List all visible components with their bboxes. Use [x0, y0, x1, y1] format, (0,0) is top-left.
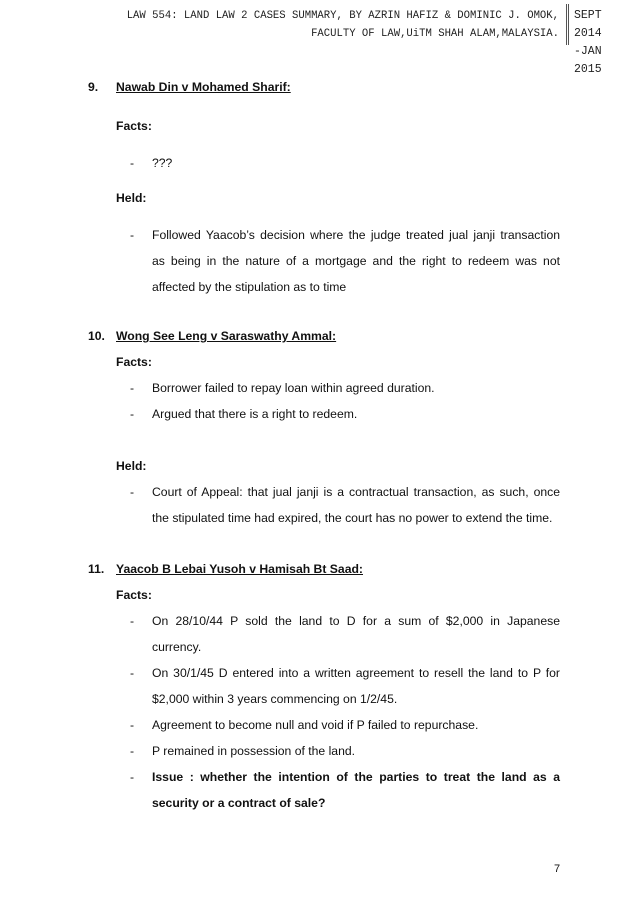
held-label: Held: — [116, 191, 147, 205]
case-number: 9. — [88, 80, 99, 94]
bullet-dash: - — [130, 770, 135, 784]
held-line: affected by the stipulation as to time — [152, 280, 347, 294]
fact-line: currency. — [152, 640, 202, 654]
held-line: as being in the nature of a mortgage and the right to redeem was not — [152, 254, 560, 268]
fact-line: On 30/1/45 D entered into a written agreement to resell the land to P for — [152, 666, 560, 680]
facts-label: Facts: — [116, 355, 152, 369]
case-number: 11. — [88, 562, 105, 576]
bullet-dash: - — [130, 485, 135, 499]
bullet-dash: - — [130, 614, 135, 628]
case-number: 10. — [88, 329, 105, 343]
facts-label: Facts: — [116, 119, 152, 133]
issue-line: security or a contract of sale? — [152, 796, 326, 810]
bullet-dash: - — [130, 156, 135, 170]
fact-item: ??? — [152, 156, 173, 170]
bullet-dash: - — [130, 407, 135, 421]
fact-line: P remained in possession of the land. — [152, 744, 356, 758]
case-title: Wong See Leng v Saraswathy Ammal: — [116, 329, 337, 343]
running-header — [60, 7, 559, 43]
held-line: Followed Yaacob’s decision where the judge treated jual janji transaction — [152, 228, 560, 242]
issue-line: Issue : whether the intention of the parties to treat the land as a — [152, 770, 560, 784]
header-divider — [568, 4, 569, 45]
header-line-2: FACULTY OF LAW,UiTM SHAH ALAM,MALAYSIA. — [311, 28, 559, 40]
header-date-line-2: -JAN 2015 — [574, 45, 602, 76]
case-title: Nawab Din v Mohamed Sharif: — [116, 80, 291, 94]
header-line-1: LAW 554: LAND LAW 2 CASES SUMMARY, BY AZRIN HAFIZ & DOMINIC J. OMOK, — [126, 10, 559, 22]
bullet-dash: - — [130, 666, 135, 680]
header-date — [574, 7, 636, 79]
fact-line: $2,000 within 3 years commencing on 1/2/45. — [152, 692, 398, 706]
case-title: Yaacob B Lebai Yusoh v Hamisah Bt Saad: — [116, 562, 363, 576]
fact-line: On 28/10/44 P sold the land to D for a sum of $2,000 in Japanese — [152, 614, 560, 628]
fact-item: Argued that there is a right to redeem. — [152, 407, 358, 421]
bullet-dash: - — [130, 381, 135, 395]
page-number: 7 — [554, 863, 561, 875]
fact-line: Agreement to become null and void if P failed to repurchase. — [152, 718, 479, 732]
bullet-dash: - — [130, 228, 135, 242]
held-line: the stipulated time had expired, the court has no power to extend the time. — [152, 511, 553, 525]
held-line: Court of Appeal: that jual janji is a contractual transaction, as such, once — [152, 485, 560, 499]
bullet-dash: - — [130, 718, 135, 732]
held-label: Held: — [116, 459, 147, 473]
facts-label: Facts: — [116, 588, 152, 602]
header-divider — [566, 4, 567, 45]
header-date-line-1: SEPT 2014 — [574, 9, 602, 40]
fact-item: Borrower failed to repay loan within agreed duration. — [152, 381, 435, 395]
bullet-dash: - — [130, 744, 135, 758]
